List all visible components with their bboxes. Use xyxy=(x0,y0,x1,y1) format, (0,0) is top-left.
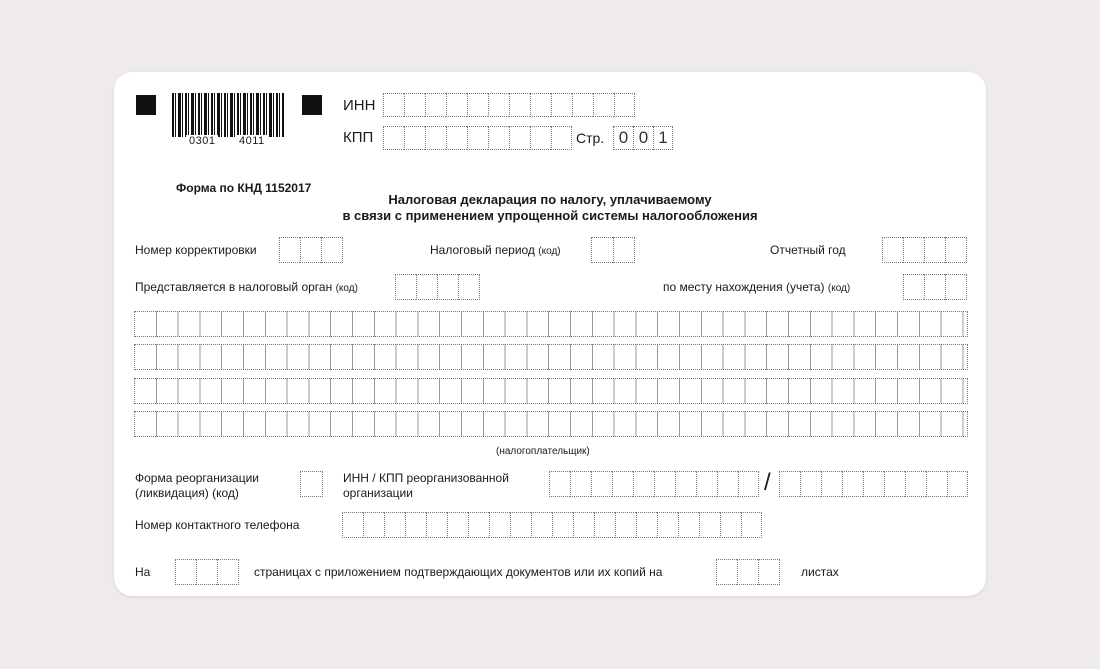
barcode-number-right: 4011 xyxy=(236,135,268,147)
pages-middle-label: страницах с приложением подтверждающих документов или их копий на xyxy=(254,565,663,579)
sheets-suffix-label: листах xyxy=(801,565,839,579)
tax-authority-input[interactable] xyxy=(395,274,480,300)
reorg-form-label-line1: Форма реорганизации xyxy=(135,471,259,485)
location-text: по месту нахождения (учета) xyxy=(663,280,825,294)
tax-period-label xyxy=(430,243,561,259)
report-year-label: Отчетный год xyxy=(770,243,846,257)
reorg-form-input[interactable] xyxy=(300,471,323,497)
form-knd-label: Форма по КНД 1152017 xyxy=(176,181,312,195)
corner-marker-right xyxy=(302,95,322,115)
sheets-count-input[interactable] xyxy=(716,559,780,585)
page-digit: 1 xyxy=(653,126,673,150)
page-label: Стр. xyxy=(576,130,605,146)
form-title-line1: Налоговая декларация по налогу, уплачиваемому xyxy=(388,192,712,207)
form-title-line2: в связи с применением упрощенной системы налогообложения xyxy=(342,208,758,223)
inn-label: ИНН xyxy=(343,97,376,114)
reorg-inn-label-line1: ИНН / КПП реорганизованной xyxy=(343,471,509,485)
pages-count-input[interactable] xyxy=(175,559,239,585)
phone-input[interactable] xyxy=(342,512,762,538)
page-digit: 0 xyxy=(633,126,653,150)
taxpayer-caption: (налогоплательщик) xyxy=(496,446,590,457)
tax-period-text: Налоговый период xyxy=(430,243,535,257)
location-code-hint: (код) xyxy=(827,283,851,294)
page-number xyxy=(613,126,673,150)
reorg-form-label-line2: (ликвидация) (код) xyxy=(135,486,239,500)
inn-input[interactable] xyxy=(383,93,635,117)
report-year-input[interactable] xyxy=(882,237,967,263)
page-digit: 0 xyxy=(613,126,633,150)
kpp-input[interactable] xyxy=(383,126,572,150)
reorg-kpp-input[interactable] xyxy=(779,471,968,497)
location-label xyxy=(663,280,850,296)
taxpayer-name-row-1[interactable] xyxy=(134,311,968,337)
taxpayer-name-row-4[interactable] xyxy=(134,411,968,437)
taxpayer-name-row-2[interactable] xyxy=(134,344,968,370)
taxpayer-name-row-3[interactable] xyxy=(134,378,968,404)
tax-authority-code-hint: (код) xyxy=(335,283,358,294)
phone-label: Номер контактного телефона xyxy=(135,518,300,532)
inn-kpp-separator: / xyxy=(764,469,771,496)
location-input[interactable] xyxy=(903,274,967,300)
tax-authority-text: Представляется в налоговый орган xyxy=(135,280,333,294)
barcode xyxy=(172,93,284,137)
tax-authority-label xyxy=(135,280,358,296)
pages-prefix-label: На xyxy=(135,565,151,579)
correction-number-label: Номер корректировки xyxy=(135,243,257,257)
correction-number-input[interactable] xyxy=(279,237,343,263)
tax-period-code-hint: (код) xyxy=(538,246,561,257)
reorg-inn-label-line2: организации xyxy=(343,486,413,500)
corner-marker-left xyxy=(136,95,156,115)
reorg-inn-input[interactable] xyxy=(549,471,759,497)
kpp-label: КПП xyxy=(343,129,374,146)
tax-period-input[interactable] xyxy=(591,237,635,263)
barcode-number-left: 0301 xyxy=(186,135,218,147)
